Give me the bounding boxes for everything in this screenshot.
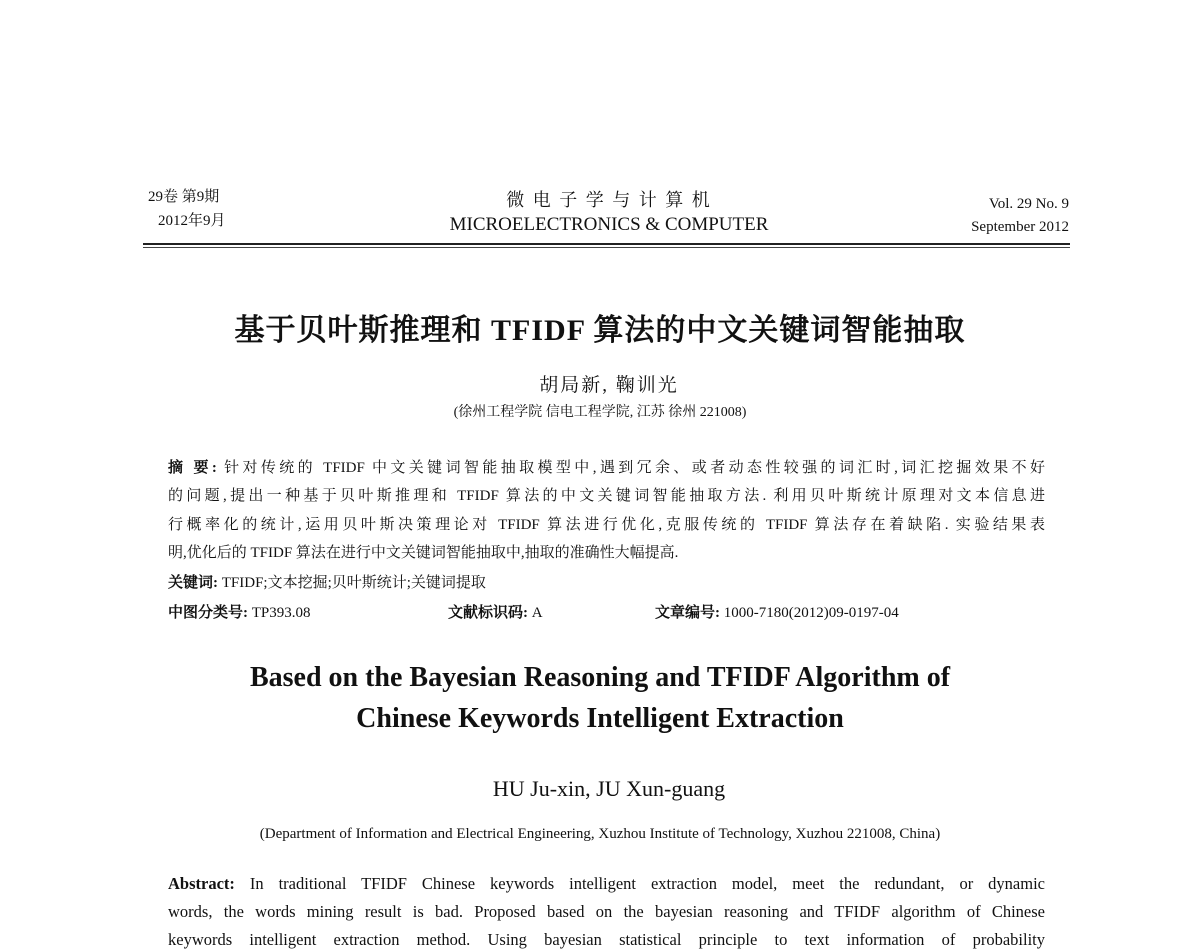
article-number-label: 文章编号: — [655, 605, 720, 621]
journal-name-cn: 微 电 子 学 与 计 算 机 — [506, 190, 712, 210]
title-cn: 基于贝叶斯推理和 TFIDF 算法的中文关键词智能抽取 — [234, 314, 966, 347]
abstract-en-text: In traditional TFIDF Chinese keywords intelligent extraction model, meet the redundant, or dynamic — [249, 874, 1045, 893]
abstract-en-label: Abstract: — [168, 874, 235, 893]
keywords-cn — [168, 571, 486, 592]
date-en: September 2012 — [971, 219, 1069, 235]
abstract-cn-line: 的问题,提出一种基于贝叶斯推理和 TFIDF 算法的中文关键词智能抽取方法. 利用贝叶斯统计原理对文本信息进 — [168, 488, 1045, 504]
date-cn: 2012年9月 — [158, 213, 226, 229]
abstract-en-line: keywords intelligent extraction method. Using bayesian statistical principle to text information of probability — [168, 930, 1045, 949]
authors-cn: 胡局新, 鞠训光 — [539, 375, 679, 396]
authors-en: HU Ju-xin, JU Xun-guang — [492, 776, 726, 801]
document-code-value: A — [531, 605, 543, 621]
abstract-cn-line: 行概率化的统计,运用贝叶斯决策理论对 TFIDF 算法进行优化,克服传统的 TFIDF 算法存在着缺陷. 实验结果表 — [168, 517, 1045, 533]
journal-name-en: MICROELECTRONICS & COMPUTER — [449, 214, 769, 235]
document-code — [448, 601, 543, 622]
abstract-cn-line: 明,优化后的 TFIDF 算法在进行中文关键词智能抽取中,抽取的准确性大幅提高. — [168, 545, 679, 561]
keywords-cn-text: TFIDF;文本挖掘;贝叶斯统计;关键词提取 — [221, 575, 486, 591]
title-en-line2: Chinese Keywords Intelligent Extraction — [356, 703, 844, 734]
abstract-cn-label: 摘 要: — [168, 460, 217, 476]
article-number-value: 1000-7180(2012)09-0197-04 — [723, 605, 899, 621]
article-number — [655, 601, 899, 622]
abstract-cn-line — [168, 456, 1045, 477]
header-rule-thin — [143, 247, 1070, 248]
title-en-line1: Based on the Bayesian Reasoning and TFIDF Algorithm of — [249, 662, 951, 693]
clc-number — [168, 601, 311, 622]
keywords-cn-label: 关键词: — [168, 575, 218, 591]
clc-label: 中图分类号: — [168, 605, 248, 621]
affiliation-cn: (徐州工程学院 信电工程学院, 江苏 徐州 221008) — [453, 405, 747, 420]
abstract-cn-text: 针对传统的 TFIDF 中文关键词智能抽取模型中,遇到冗余、或者动态性较强的词汇时,词汇挖掘效果不好 — [224, 460, 1046, 476]
header-rule — [143, 243, 1070, 245]
affiliation-en: (Department of Information and Electrical Engineering, Xuzhou Institute of Technology, Xuzhou 221008, China) — [259, 826, 941, 842]
clc-value: TP393.08 — [251, 605, 311, 621]
abstract-en-line: words, the words mining result is bad. Proposed based on the bayesian reasoning and TFIDF algorithm of Chinese — [168, 902, 1045, 921]
volume-issue-en: Vol. 29 No. 9 — [988, 196, 1069, 212]
abstract-en-line — [168, 874, 1045, 894]
volume-issue-cn: 29卷 第9期 — [148, 189, 220, 205]
document-code-label: 文献标识码: — [448, 605, 528, 621]
